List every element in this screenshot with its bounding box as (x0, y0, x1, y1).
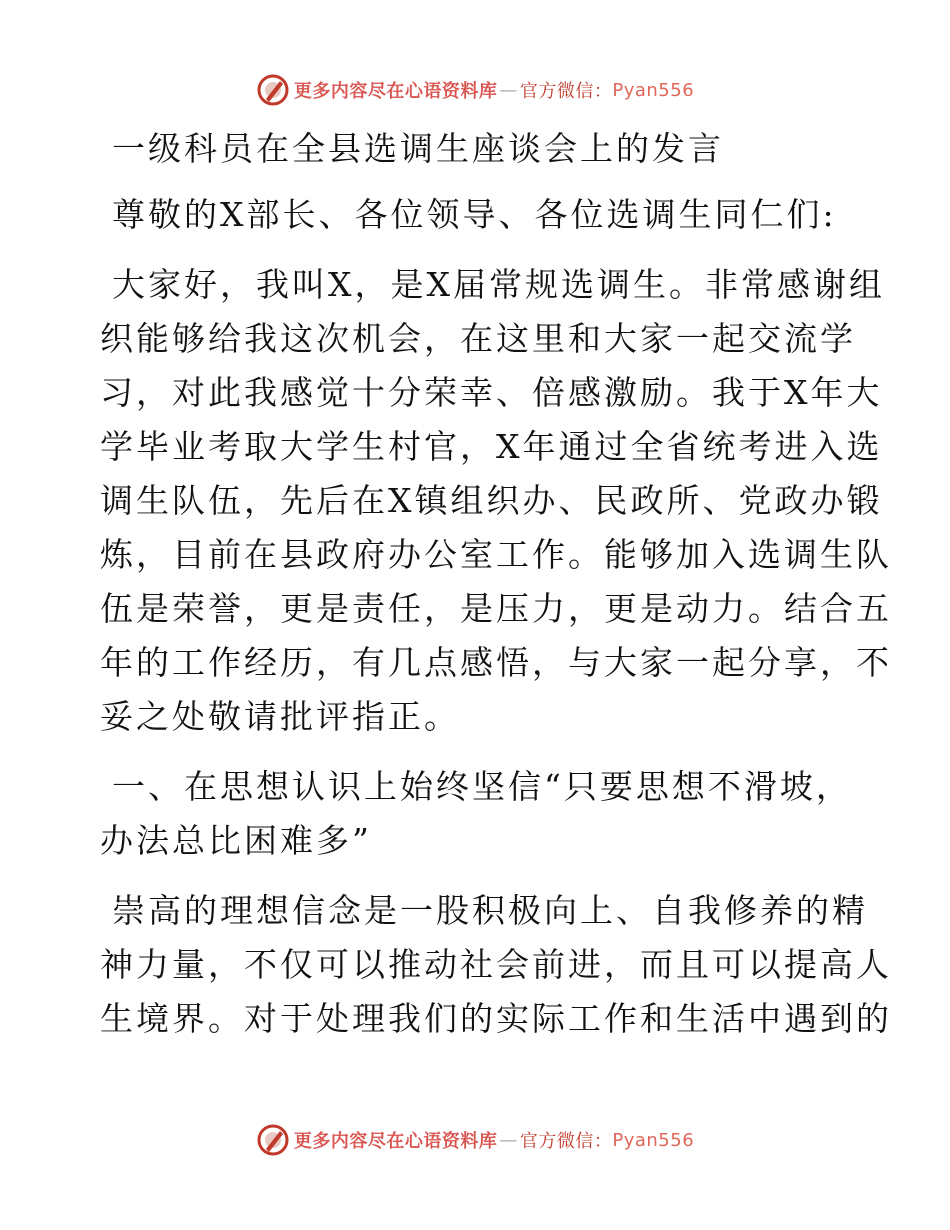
salutation: 尊敬的X部长、各位领导、各位选调生同仁们: (112, 195, 837, 234)
document-body (100, 122, 892, 1046)
watermark-text: 更多内容尽在心语资料库 (293, 1131, 498, 1152)
paragraph-line: 神力量，不仅可以推动社会前进，而且可以提高人 (100, 945, 892, 984)
paragraph-line: 崇高的理想信念是一股积极向上、自我修养的精 (112, 891, 868, 930)
watermark-id: Pyan556 (612, 79, 695, 101)
watermark-label: 官方微信： (519, 1131, 613, 1152)
logo-icon (256, 1123, 290, 1157)
watermark-label: 官方微信： (519, 81, 613, 102)
watermark-footer (0, 1120, 950, 1160)
watermark-dash: — (499, 1129, 518, 1151)
watermark-dash: — (499, 79, 518, 101)
heading-line: 一、在思想认识上始终坚信“只要思想不滑坡， (112, 767, 852, 806)
watermark-id: Pyan556 (612, 1129, 695, 1151)
watermark-text: 更多内容尽在心语资料库 (293, 81, 498, 102)
paragraph-line: 伍是荣誉，更是责任，是压力，更是动力。结合五 (100, 589, 892, 628)
paragraph-line: 妥之处敬请批评指正。 (100, 697, 460, 736)
paragraph-line: 织能够给我这次机会，在这里和大家一起交流学 (100, 319, 856, 358)
watermark-header (0, 70, 950, 110)
paragraph-line: 习，对此我感觉十分荣幸、倍感激励。我于X年大 (100, 373, 883, 412)
paragraph-line: 大家好，我叫X，是X届常规选调生。非常感谢组 (112, 265, 885, 304)
heading-line: 办法总比困难多” (100, 821, 372, 860)
paragraph-line: 炼，目前在县政府办公室工作。能够加入选调生队 (100, 535, 892, 574)
document-title: 一级科员在全县选调生座谈会上的发言 (112, 129, 724, 168)
logo-icon (256, 73, 290, 107)
paragraph-line: 调生队伍，先后在X镇组织办、民政所、党政办锻 (100, 481, 883, 520)
paragraph-line: 学毕业考取大学生村官，X年通过全省统考进入选 (100, 427, 883, 466)
paragraph-line: 生境界。对于处理我们的实际工作和生活中遇到的 (100, 999, 892, 1038)
paragraph-line: 年的工作经历，有几点感悟，与大家一起分享，不 (100, 643, 892, 682)
paragraph-2 (100, 884, 892, 1046)
section-heading-1 (100, 760, 860, 868)
paragraph-1 (100, 258, 892, 744)
